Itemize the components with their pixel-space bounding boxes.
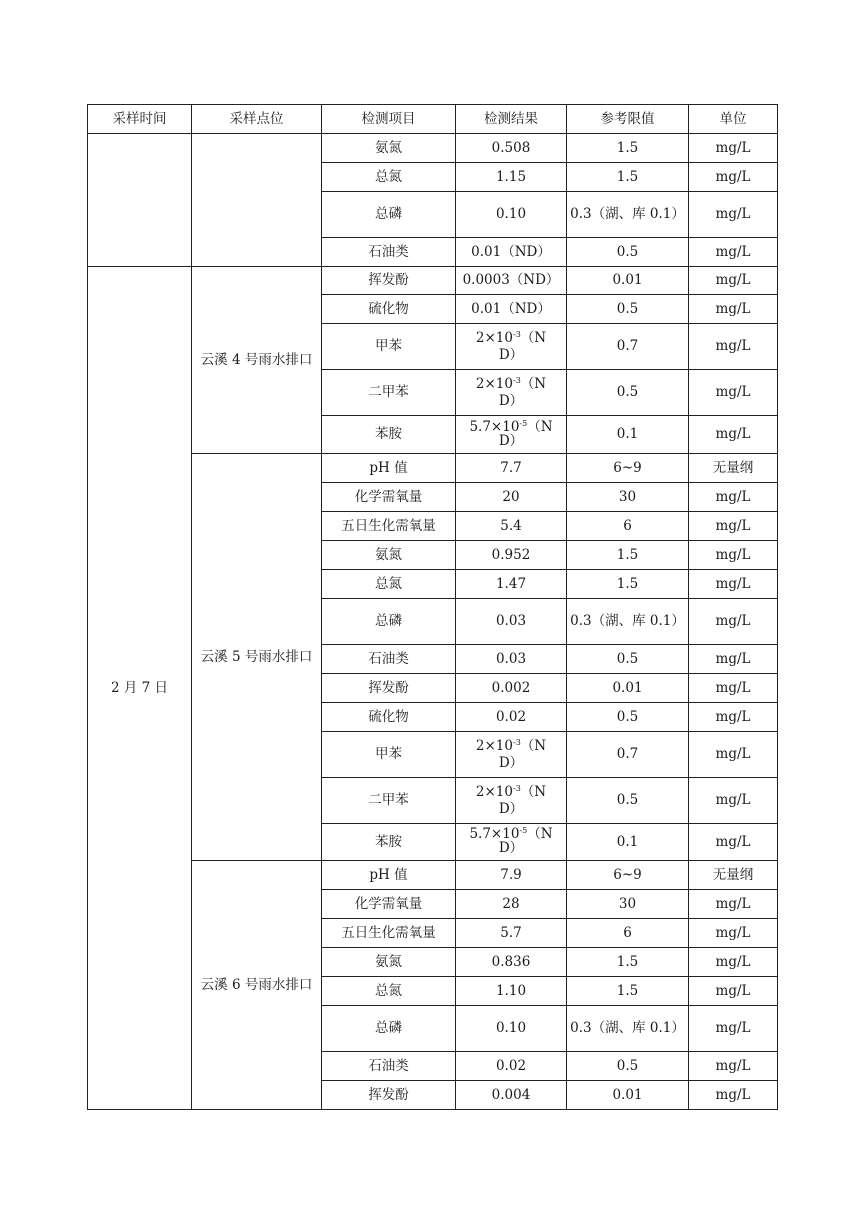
- unit-cell: mg/L: [689, 370, 778, 416]
- item-cell: 氨氮: [322, 948, 456, 977]
- unit-cell: mg/L: [689, 192, 778, 238]
- unit-cell: mg/L: [689, 134, 778, 163]
- result-cell: 5.4: [456, 512, 567, 541]
- unit-cell: mg/L: [689, 295, 778, 324]
- limit-cell: 1.5: [567, 163, 689, 192]
- result-cell: 7.9: [456, 861, 567, 890]
- item-cell: 二甲苯: [322, 370, 456, 416]
- result-cell: 1.10: [456, 977, 567, 1006]
- unit-cell: mg/L: [689, 599, 778, 645]
- result-cell: 0.836: [456, 948, 567, 977]
- date-cell-blank: [88, 134, 192, 267]
- unit-cell: mg/L: [689, 163, 778, 192]
- date-cell: 2 月 7 日: [88, 267, 192, 1110]
- limit-cell: 0.5: [567, 295, 689, 324]
- limit-cell: 0.7: [567, 324, 689, 370]
- item-cell: 挥发酚: [322, 1081, 456, 1110]
- result-cell: 1.47: [456, 570, 567, 599]
- item-cell: 硫化物: [322, 295, 456, 324]
- item-cell: 五日生化需氧量: [322, 919, 456, 948]
- limit-cell: 1.5: [567, 541, 689, 570]
- unit-cell: mg/L: [689, 824, 778, 861]
- item-cell: 总磷: [322, 192, 456, 238]
- limit-cell: 6: [567, 919, 689, 948]
- limit-cell: 0.01: [567, 674, 689, 703]
- limit-cell: 0.01: [567, 1081, 689, 1110]
- site-cell: [192, 861, 322, 1110]
- result-cell: 28: [456, 890, 567, 919]
- limit-cell: 1.5: [567, 134, 689, 163]
- table-row: [88, 861, 778, 890]
- result-cell: 0.03: [456, 645, 567, 674]
- result-cell: 0.01（ND）: [456, 295, 567, 324]
- item-cell: 总氮: [322, 570, 456, 599]
- item-cell: 化学需氧量: [322, 890, 456, 919]
- result-cell: 0.02: [456, 703, 567, 732]
- limit-cell: 0.1: [567, 824, 689, 861]
- result-cell: $2\times 10^{-3}(ND)$: [456, 370, 567, 416]
- unit-cell: mg/L: [689, 541, 778, 570]
- unit-cell: 无量纲: [689, 861, 778, 890]
- limit-cell: 1.5: [567, 570, 689, 599]
- unit-cell: mg/L: [689, 1052, 778, 1081]
- result-cell: 1.15: [456, 163, 567, 192]
- limit-cell: [567, 599, 689, 645]
- unit-cell: mg/L: [689, 977, 778, 1006]
- limit-cell: 6: [567, 512, 689, 541]
- limit-cell: 0.5: [567, 645, 689, 674]
- result-cell: 20: [456, 483, 567, 512]
- result-cell: $2\times 10^{-3}(ND)$: [456, 324, 567, 370]
- unit-cell: mg/L: [689, 512, 778, 541]
- limit-cell: 0.1: [567, 416, 689, 454]
- site-label: 云溪 5 号雨水排口: [200, 648, 313, 665]
- site-cell-blank: [192, 134, 322, 267]
- unit-cell: mg/L: [689, 267, 778, 295]
- unit-cell: mg/L: [689, 948, 778, 977]
- item-cell: 五日生化需氧量: [322, 512, 456, 541]
- item-cell: pH 值: [322, 861, 456, 890]
- result-cell: 0.508: [456, 134, 567, 163]
- header-row: [88, 105, 778, 134]
- result-cell: 0.004: [456, 1081, 567, 1110]
- item-cell: 石油类: [322, 1052, 456, 1081]
- result-cell: 0.10: [456, 1006, 567, 1052]
- header-sampling-time: 采样时间: [88, 105, 192, 134]
- table-row: [88, 134, 778, 163]
- limit-cell: 30: [567, 890, 689, 919]
- item-cell: 二甲苯: [322, 778, 456, 824]
- item-cell: 挥发酚: [322, 674, 456, 703]
- result-cell: 7.7: [456, 454, 567, 483]
- item-cell: 甲苯: [322, 732, 456, 778]
- unit-cell: mg/L: [689, 732, 778, 778]
- limit-text: 0.3（湖、库 0.1）: [570, 1020, 685, 1036]
- result-cell: 0.01（ND）: [456, 238, 567, 267]
- header-reference-limit: 参考限值: [567, 105, 689, 134]
- limit-cell: 0.5: [567, 370, 689, 416]
- header-test-result: 检测结果: [456, 105, 567, 134]
- header-sampling-site: 采样点位: [192, 105, 322, 134]
- unit-cell: mg/L: [689, 238, 778, 267]
- item-cell: 甲苯: [322, 324, 456, 370]
- unit-cell: mg/L: [689, 416, 778, 454]
- item-cell: 总磷: [322, 1006, 456, 1052]
- unit-cell: mg/L: [689, 645, 778, 674]
- result-cell: 0.02: [456, 1052, 567, 1081]
- limit-cell: 0.5: [567, 238, 689, 267]
- result-cell: 0.002: [456, 674, 567, 703]
- header-test-item: 检测项目: [322, 105, 456, 134]
- site-label: 云溪 6 号雨水排口: [200, 976, 313, 993]
- result-cell: $5.7\times 10^{-5}(ND)$: [456, 416, 567, 454]
- limit-cell: 1.5: [567, 948, 689, 977]
- limit-cell: 6~9: [567, 454, 689, 483]
- monitoring-table: [87, 104, 778, 1110]
- item-cell: 挥发酚: [322, 267, 456, 295]
- limit-cell: 6~9: [567, 861, 689, 890]
- limit-cell: 0.5: [567, 1052, 689, 1081]
- unit-cell: mg/L: [689, 324, 778, 370]
- table-row: [88, 454, 778, 483]
- result-cell: 5.7: [456, 919, 567, 948]
- item-cell: pH 值: [322, 454, 456, 483]
- limit-text: 0.3（湖、库 0.1）: [570, 206, 685, 222]
- unit-cell: mg/L: [689, 778, 778, 824]
- item-cell: 总氮: [322, 977, 456, 1006]
- result-cell: 0.10: [456, 192, 567, 238]
- result-cell: $5.7\times 10^{-5}(ND)$: [456, 824, 567, 861]
- result-cell: $2\times 10^{-3}(ND)$: [456, 732, 567, 778]
- unit-cell: mg/L: [689, 919, 778, 948]
- limit-cell: 1.5: [567, 977, 689, 1006]
- item-cell: 石油类: [322, 238, 456, 267]
- item-cell: 总磷: [322, 599, 456, 645]
- site-cell: [192, 454, 322, 861]
- unit-cell: mg/L: [689, 674, 778, 703]
- item-cell: 总氮: [322, 163, 456, 192]
- item-cell: 氨氮: [322, 134, 456, 163]
- unit-cell: mg/L: [689, 1006, 778, 1052]
- result-cell: 0.0003（ND）: [456, 267, 567, 295]
- unit-cell: mg/L: [689, 483, 778, 512]
- limit-cell: 0.5: [567, 778, 689, 824]
- unit-cell: mg/L: [689, 703, 778, 732]
- limit-text: 0.3（湖、库 0.1）: [570, 613, 685, 629]
- item-cell: 苯胺: [322, 416, 456, 454]
- item-cell: 石油类: [322, 645, 456, 674]
- limit-cell: [567, 1006, 689, 1052]
- unit-cell: mg/L: [689, 570, 778, 599]
- unit-cell: mg/L: [689, 890, 778, 919]
- unit-cell: mg/L: [689, 1081, 778, 1110]
- result-cell: $2\times 10^{-3}(ND)$: [456, 778, 567, 824]
- item-cell: 硫化物: [322, 703, 456, 732]
- limit-cell: 0.5: [567, 703, 689, 732]
- limit-cell: 0.01: [567, 267, 689, 295]
- header-unit: 单位: [689, 105, 778, 134]
- limit-cell: [567, 192, 689, 238]
- result-cell: 0.952: [456, 541, 567, 570]
- item-cell: 苯胺: [322, 824, 456, 861]
- result-cell: 0.03: [456, 599, 567, 645]
- unit-cell: 无量纲: [689, 454, 778, 483]
- limit-cell: 30: [567, 483, 689, 512]
- site-label: 云溪 4 号雨水排口: [200, 351, 313, 368]
- limit-cell: 0.7: [567, 732, 689, 778]
- item-cell: 氨氮: [322, 541, 456, 570]
- item-cell: 化学需氧量: [322, 483, 456, 512]
- table-row: [88, 267, 778, 295]
- site-cell: [192, 267, 322, 454]
